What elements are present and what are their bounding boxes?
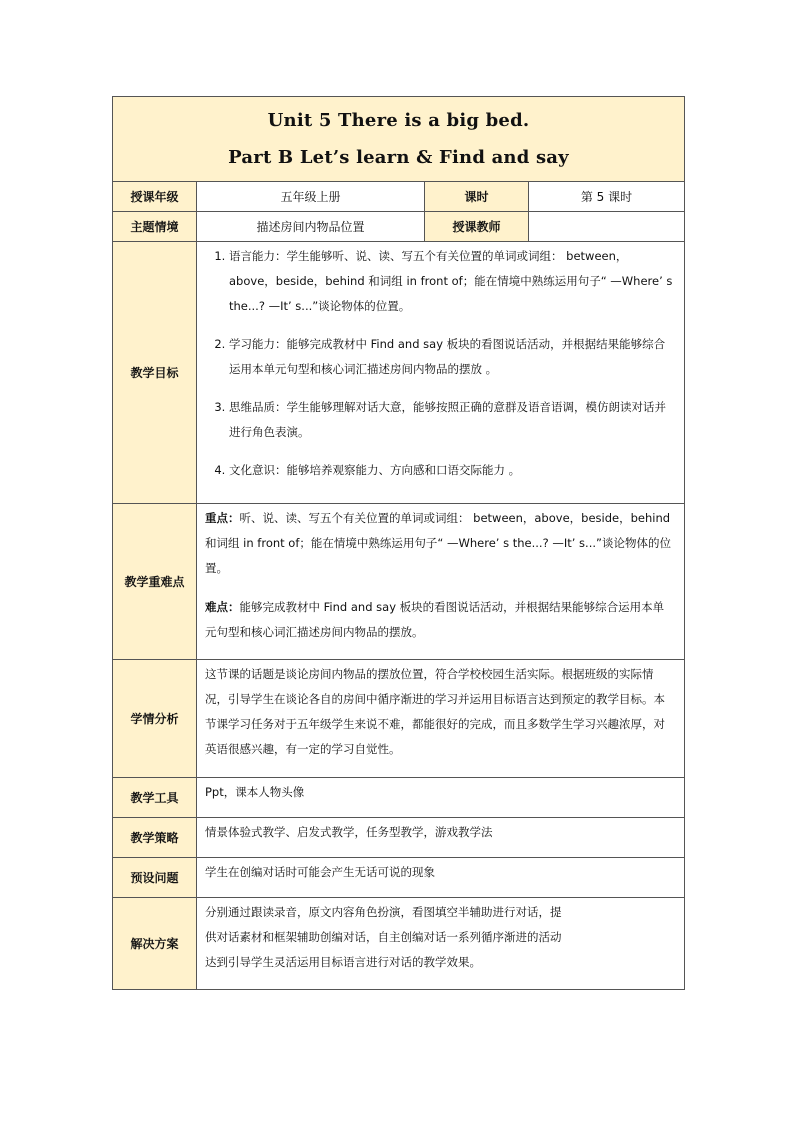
strategy-label: 教学策略: [113, 818, 197, 858]
issue-content: [197, 858, 685, 898]
issue-text: 学生在创编对话时可能会产生无话可说的现象: [205, 865, 435, 879]
objectives-list: [205, 244, 674, 483]
difficult-point: [205, 595, 674, 645]
objectives-label: 教学目标: [113, 242, 197, 504]
period-label: 课时: [425, 182, 529, 212]
strategy-content: [197, 818, 685, 858]
issue-row: [113, 858, 685, 898]
objective-item: 4. 文化意识：能够培养观察能力、方向感和口语交际能力 。: [229, 458, 674, 483]
title-row: [113, 97, 685, 182]
keypoints-label: 教学重难点: [113, 504, 197, 660]
period-value: 第 5 课时: [529, 182, 685, 212]
solution-line: 达到引导学生灵活运用目标语言进行对话的教学效果。: [205, 955, 481, 969]
grade-label: 授课年级: [113, 182, 197, 212]
solution-row: [113, 898, 685, 990]
strategy-text: 情景体验式教学、启发式教学，任务型教学，游戏教学法: [205, 825, 493, 839]
keypoints-row: [113, 504, 685, 660]
objectives-row: [113, 242, 685, 504]
tools-label: 教学工具: [113, 778, 197, 818]
analysis-row: [113, 660, 685, 778]
theme-row: [113, 212, 685, 242]
tools-text: Ppt，课本人物头像: [205, 785, 305, 799]
tools-row: [113, 778, 685, 818]
teacher-value: [529, 212, 685, 242]
objective-item: 3. 思维品质：学生能够理解对话大意，能够按照正确的意群及语音语调，模仿朗读对话并进行角色表演。: [229, 395, 674, 445]
theme-value: 描述房间内物品位置: [197, 212, 425, 242]
unit-title: Unit 5 There is a big bed.: [267, 110, 530, 131]
solution-line: 分别通过跟读录音，原文内容角色扮演，看图填空半辅助进行对话，提: [205, 905, 562, 919]
solution-label: 解决方案: [113, 898, 197, 990]
analysis-label: 学情分析: [113, 660, 197, 778]
part-title: Part B Let’s learn & Find and say: [228, 147, 569, 168]
issue-label: 预设问题: [113, 858, 197, 898]
objective-item: 1. 语言能力：学生能够听、说、读、写五个有关位置的单词或词组： between，above，beside，behind 和词组 in front of；能在情境中熟练运用句子“ —Where’ s the...? —It’ s...”谈论物体的位置。: [229, 244, 674, 319]
difficult-text: 能够完成教材中 Find and say 板块的看图说话活动，并根据结果能够综合运用本单元句型和核心词汇描述房间内物品的摆放。: [205, 600, 665, 639]
teacher-label: 授课教师: [425, 212, 529, 242]
difficult-prefix: 难点：: [205, 600, 240, 614]
strategy-row: [113, 818, 685, 858]
solution-content: [197, 898, 685, 990]
title-cell: [113, 97, 685, 182]
tools-content: [197, 778, 685, 818]
key-text: 听、说、读、写五个有关位置的单词或词组： between，above，beside，behind 和词组 in front of；能在情境中熟练运用句子“ —Where’ s the...? —It’ s...”谈论物体的位置。: [205, 511, 671, 575]
solution-line: 供对话素材和框架辅助创编对话，自主创编对话一系列循序渐进的活动: [205, 930, 562, 944]
grade-row: [113, 182, 685, 212]
key-point: [205, 506, 674, 581]
key-prefix: 重点：: [205, 511, 240, 525]
theme-label: 主题情境: [113, 212, 197, 242]
objective-item: 2. 学习能力：能够完成教材中 Find and say 板块的看图说话活动，并根据结果能够综合运用本单元句型和核心词汇描述房间内物品的摆放 。: [229, 332, 674, 382]
lesson-plan-table: [112, 96, 685, 990]
keypoints-content: [197, 504, 685, 660]
grade-value: 五年级上册: [197, 182, 425, 212]
analysis-text: 这节课的话题是谈论房间内物品的摆放位置，符合学校校园生活实际。根据班级的实际情况，引导学生在谈论各自的房间中循序渐进的学习并运用目标语言达到预定的教学目标。本节课学习任务对于五年级学生来说不难，都能很好的完成，而且多数学生学习兴趣浓厚，对英语很感兴趣，有一定的学习自觉性。: [205, 667, 665, 756]
objectives-content: [197, 242, 685, 504]
analysis-content: [197, 660, 685, 778]
